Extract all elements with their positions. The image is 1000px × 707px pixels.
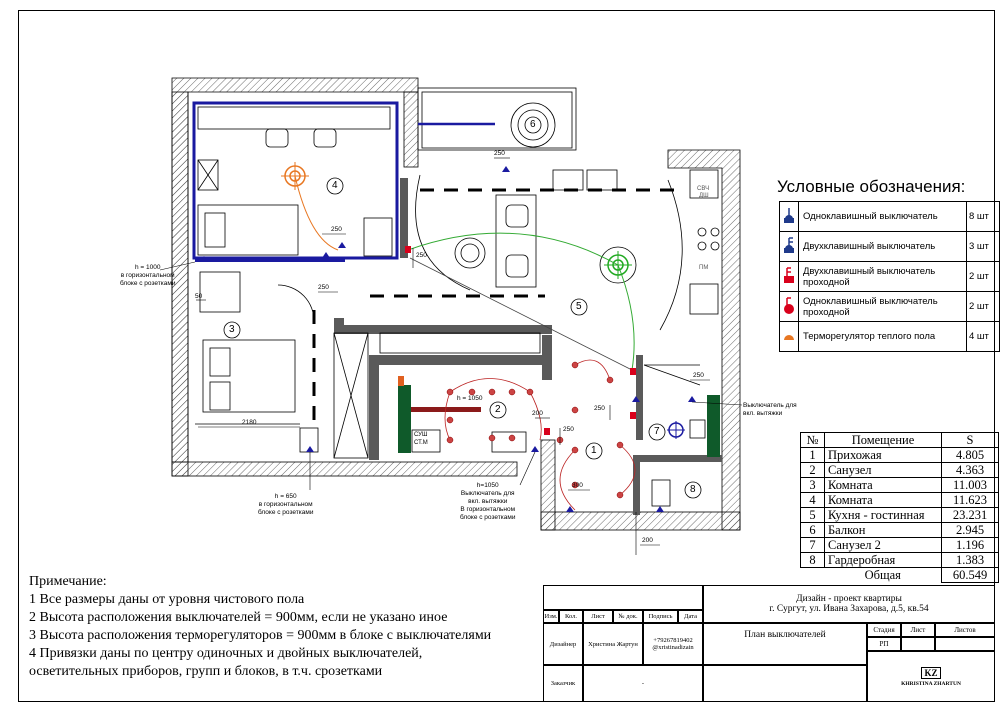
legend-row	[780, 262, 1000, 292]
legend-row	[780, 292, 1000, 322]
room-label-5: 5	[576, 301, 582, 312]
dim-200-a: 200	[532, 410, 543, 417]
legend-qty: 8 шт	[967, 202, 1000, 232]
room-label-3: 3	[229, 324, 235, 335]
rooms-header	[801, 433, 999, 448]
room-label-8: 8	[690, 484, 696, 495]
beam-lines	[314, 190, 680, 420]
legend-label: Двухклавишный выключатель проходной	[799, 262, 967, 292]
exterior-walls	[172, 78, 740, 530]
dim-250-d: 250	[416, 252, 427, 259]
balcony	[418, 88, 576, 150]
logo-mark: KZ	[921, 667, 940, 679]
note-line: 3 Высота расположения терморегуляторов = 900мм в блоке с выключателями	[29, 628, 492, 643]
dim-2180: 2180	[242, 419, 257, 426]
furniture-room3	[195, 272, 318, 452]
col-number: №	[801, 433, 825, 448]
note-hood-switch: Выключатель для вкл. вытяжки	[743, 402, 797, 417]
dim-250-e: 250	[594, 405, 605, 412]
table-row: 5 Кухня - гостинная 23.231	[801, 508, 999, 523]
legend-title: Условные обозначения:	[777, 177, 966, 196]
legend-qty: 2 шт	[967, 262, 1000, 292]
note-line: 2 Высота расположения выключателей = 900мм, если не указано иное	[29, 610, 448, 625]
sheets-label: Листов	[935, 623, 995, 637]
legend-row	[780, 202, 1000, 232]
single-switch-icon	[780, 202, 799, 232]
dim-250-c: 250	[494, 150, 505, 157]
single-pass-switch-icon	[780, 292, 799, 322]
table-row: 8 Гардеробная 1.383	[801, 553, 999, 568]
legend-qty: 4 шт	[967, 322, 1000, 352]
note-line: 4 Привязки даны по центру одиночных и двойных выключателей,	[29, 646, 423, 661]
dim-300: 300	[572, 482, 583, 489]
title-block	[543, 585, 995, 702]
total-value: 60.549	[942, 568, 999, 583]
col-head-date: Дата	[678, 610, 703, 623]
table-total-row	[801, 568, 999, 583]
table-row: 7 Санузел 2 1.196	[801, 538, 999, 553]
col-head-doc: № док.	[613, 610, 643, 623]
designer-label: Дизайнер	[543, 623, 583, 665]
label-sush: СУШ	[414, 432, 428, 438]
designer-name: Христина Жартун	[583, 623, 643, 665]
note-h1050-switch: h=1050 Выключатель для вкл. вытяжки В горизонтальном блоке с розетками	[460, 482, 516, 521]
rooms-table	[800, 432, 999, 583]
logo	[867, 651, 995, 702]
orange-marker	[398, 376, 404, 386]
dim-250-b: 250	[318, 284, 329, 291]
kitchen-fixture	[604, 251, 632, 279]
lamp-points	[447, 362, 623, 498]
table-row: 1 Прихожая 4.805	[801, 448, 999, 463]
dim-250-g: 250	[693, 372, 704, 379]
double-switch-icon	[780, 232, 799, 262]
bath2-fixture	[667, 420, 705, 439]
legend-qty: 2 шт	[967, 292, 1000, 322]
dim-200-b: 200	[642, 537, 653, 544]
room-label-1: 1	[591, 445, 597, 456]
col-head-sign: Подпись	[643, 610, 678, 623]
col-room: Помещение	[825, 433, 942, 448]
table-row: 3 Комната 11.003	[801, 478, 999, 493]
note-h1050: h = 1050	[457, 395, 483, 402]
col-head-list: Лист	[583, 610, 613, 623]
notes-title: Примечание:	[29, 574, 107, 589]
customer-label: Заказчик	[543, 665, 583, 702]
legend-label: Одноклавишный выключатель	[799, 202, 967, 232]
wire-green	[408, 233, 618, 265]
col-head-kol: Кол.	[559, 610, 583, 623]
col-area: S	[942, 433, 999, 448]
notes-block	[29, 573, 491, 681]
room-number-circles	[224, 117, 701, 498]
legend-qty: 3 шт	[967, 232, 1000, 262]
col-head-izm: Изм.	[543, 610, 559, 623]
green-wall	[398, 385, 411, 453]
room-label-2: 2	[495, 404, 501, 415]
table-row: 4 Комната 11.623	[801, 493, 999, 508]
label-dsh: ДШ	[699, 193, 709, 199]
table-row: 2 Санузел 4.363	[801, 463, 999, 478]
thermostat-room4	[281, 162, 309, 190]
project-title: Дизайн - проект квартиры г. Сургут, ул. Ивана Захарова, д.5, кв.54	[703, 585, 995, 623]
note-line: 1 Все размеры даны от уровня чистового пола	[29, 592, 305, 607]
thermostat-icon	[780, 322, 799, 352]
note-h650: h = 650 в горизонтальном блоке с розетками	[258, 493, 314, 516]
label-svch: СВЧ	[697, 186, 710, 192]
room-label-6: 6	[530, 119, 536, 130]
green-wall-2	[707, 395, 720, 457]
dim-50: 50	[195, 293, 203, 300]
double-pass-switch-icon	[780, 262, 799, 292]
dim-250-f: 250	[563, 426, 574, 433]
legend-table	[779, 201, 1000, 352]
table-row: 6 Балкон 2.945	[801, 523, 999, 538]
label-stm: СТ.М	[414, 440, 428, 446]
room-label-7: 7	[654, 426, 660, 437]
customer-value: -	[583, 665, 703, 702]
stage-label: Стадия	[867, 623, 901, 637]
dim-250-a: 250	[331, 226, 342, 233]
legend-label: Терморегулятор теплого пола	[799, 322, 967, 352]
stage-value: РП	[867, 637, 901, 651]
room-label-4: 4	[332, 180, 338, 191]
sheet-title: План выключателей	[703, 623, 867, 665]
note-line: осветительных приборов, групп и блоков, в т.ч. срозетками	[29, 664, 383, 679]
legend-label: Двухклавишный выключатель	[799, 232, 967, 262]
note-h1000: h = 1000 в горизонтальном блоке с розетками	[120, 264, 176, 287]
legend-row	[780, 322, 1000, 352]
legend-row	[780, 232, 1000, 262]
designer-contacts: +79267819402 @xristinadizain	[643, 623, 703, 665]
label-pm: ПМ	[699, 265, 709, 271]
total-label: Общая	[825, 568, 942, 583]
sheet-label: Лист	[901, 623, 935, 637]
logo-name: KHRISTINA ZHARTUN	[901, 680, 961, 687]
legend-label: Одноклавишный выключатель проходной	[799, 292, 967, 322]
switch-points	[200, 166, 696, 512]
